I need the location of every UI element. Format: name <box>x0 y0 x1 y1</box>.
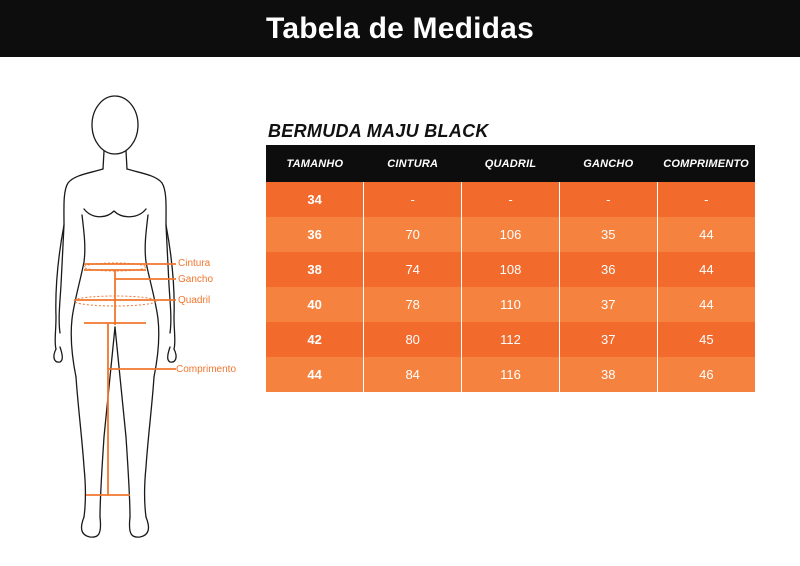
product-name: BERMUDA MAJU BLACK <box>268 121 489 141</box>
table-cell: 40 <box>266 287 364 322</box>
table-cell: 34 <box>266 182 364 217</box>
table-cell: 36 <box>559 252 657 287</box>
table-cell: 108 <box>462 252 560 287</box>
table-cell: 74 <box>364 252 462 287</box>
label-cintura: Cintura <box>178 258 211 269</box>
table-cell: 44 <box>657 287 755 322</box>
body-outline-illustration <box>0 57 260 566</box>
table-cell: - <box>364 182 462 217</box>
table-cell: 38 <box>559 357 657 392</box>
table-cell: 38 <box>266 252 364 287</box>
column-header: TAMANHO <box>266 145 364 182</box>
table-row <box>266 252 755 287</box>
column-header: QUADRIL <box>462 145 560 182</box>
column-header: GANCHO <box>559 145 657 182</box>
page-title: Tabela de Medidas <box>266 11 534 45</box>
label-comprimento: Comprimento <box>176 364 237 375</box>
table-cell: 36 <box>266 217 364 252</box>
table-cell: - <box>559 182 657 217</box>
table-row <box>266 182 755 217</box>
table-cell: 37 <box>559 287 657 322</box>
table-cell: 106 <box>462 217 560 252</box>
table-cell: 45 <box>657 322 755 357</box>
column-header: CINTURA <box>364 145 462 182</box>
table-cell: 80 <box>364 322 462 357</box>
table-cell: - <box>462 182 560 217</box>
table-row <box>266 322 755 357</box>
table-cell: 44 <box>657 252 755 287</box>
table-cell: 70 <box>364 217 462 252</box>
table-row <box>266 217 755 252</box>
page-header <box>0 0 800 57</box>
column-header: COMPRIMENTO <box>657 145 755 182</box>
table-cell: 112 <box>462 322 560 357</box>
label-quadril: Quadril <box>178 295 211 306</box>
table-header-row <box>266 145 755 182</box>
table-cell: 110 <box>462 287 560 322</box>
table-cell: 44 <box>657 217 755 252</box>
table-cell: 46 <box>657 357 755 392</box>
size-table <box>266 145 755 392</box>
body-figure <box>0 57 260 566</box>
table-cell: 44 <box>266 357 364 392</box>
table-cell: - <box>657 182 755 217</box>
table-row <box>266 287 755 322</box>
label-gancho: Gancho <box>178 274 214 285</box>
table-cell: 116 <box>462 357 560 392</box>
table-row <box>266 357 755 392</box>
table-cell: 78 <box>364 287 462 322</box>
table-cell: 35 <box>559 217 657 252</box>
table-cell: 42 <box>266 322 364 357</box>
table-cell: 84 <box>364 357 462 392</box>
table-cell: 37 <box>559 322 657 357</box>
